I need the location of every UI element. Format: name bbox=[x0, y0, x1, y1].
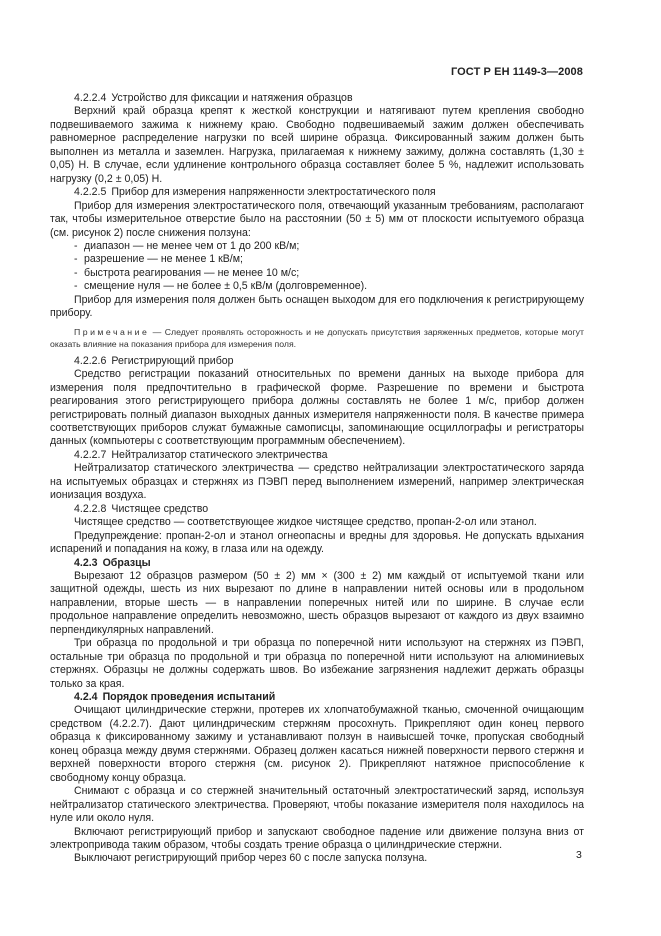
section-heading-4224 bbox=[50, 92, 584, 105]
section-heading-4228 bbox=[50, 503, 584, 516]
note bbox=[50, 326, 584, 350]
section-heading-4225 bbox=[50, 186, 584, 199]
section-title: Прибор для измерения напряженности электростатического поля bbox=[111, 186, 436, 199]
paragraph: Вырезают 12 образцов размером (50 ± 2) мм × (300 ± 2) мм каждый от испытуемой ткани или защитной одежды, шесть из них вырезают по длине в направлении нитей основы или в продольном направлении, вторые шесть — в направлении поперечных нитей или по ширине. В случае если продольное направление определить невозможно, шесть образцов вырезают от каждого из двух взаимно перпендикулярных направлений. bbox=[50, 569, 584, 636]
paragraph: Очищают цилиндрические стержни, протерев их хлопчатобумажной тканью, смоченной очищающим средством (4.2.2.7). Дают цилиндрическим стержням просохнуть. Прикрепляют один конец первого образца к фиксированному зажиму и устанавливают ползун в наивысшей точке, пропуская свободный конец образца между двумя стержнями. Образец должен касаться нижней поверхности первого стержня и верхней поверхности второго стержня (см. рисунок 2). Прикрепляют натяжное приспособление к свободному концу образца. bbox=[50, 704, 584, 784]
section-title: Чистящее средство bbox=[111, 502, 209, 515]
paragraph: Снимают с образца и со стержней значительный остаточный электростатический заряд, используя нейтрализатор статического электричества. Проверяют, чтобы показание измерителя поля находилось на нуле или около нуля. bbox=[50, 785, 584, 825]
section-number: 4.2.2.8 bbox=[74, 502, 107, 515]
section-title: Образцы bbox=[102, 556, 151, 569]
paragraph: Включают регистрирующий прибор и запускают свободное падение или движение ползуна вниз от электропривода таким образом, чтобы создать трение образца о цилиндрические стержни. bbox=[50, 825, 584, 852]
list-item: - быстрота реагирования — не менее 10 м/с; bbox=[74, 266, 300, 279]
note-label: Примечание bbox=[74, 326, 150, 337]
note-text: — Следует проявлять осторожность и не допускать присутствия заряженных предметов, которые могут оказать влияние на показания прибора для измерения поля. bbox=[50, 326, 584, 349]
page-number: 3 bbox=[576, 849, 582, 861]
document-body bbox=[50, 92, 584, 866]
standard-code-header: ГОСТ Р ЕН 1149-3—2008 bbox=[450, 66, 583, 78]
section-title: Нейтрализатор статического электричества bbox=[111, 448, 328, 461]
paragraph: Нейтрализатор статического электричества — средство нейтрализации электростатического заряда на испытуемых образцах и стержнях из ПЭВП перед выполнением измерений, например электрическая ионизация воздуха. bbox=[50, 462, 584, 502]
section-heading-4226 bbox=[50, 355, 584, 368]
paragraph: Чистящее средство — соответствующее жидкое чистящее средство, пропан-2-ол или этанол. bbox=[74, 516, 537, 529]
requirements-list bbox=[50, 240, 584, 294]
section-number: 4.2.2.4 bbox=[74, 92, 107, 104]
paragraph: Три образца по продольной и три образца по поперечной нити используют на стержнях из ПЭВП, остальные три образца по продольной и три образца по поперечной нити используют на алюминиевых стержнях. Образцы не должны содержать швов. Во избежание загрязнения надлежит держать образцы только за края. bbox=[50, 637, 584, 690]
section-title: Порядок проведения испытаний bbox=[102, 691, 276, 704]
section-number: 4.2.4 bbox=[74, 691, 98, 704]
section-number: 4.2.2.7 bbox=[74, 448, 107, 461]
section-number: 4.2.2.6 bbox=[74, 354, 107, 367]
list-item: - смещение нуля — не более ± 0,5 кВ/м (долговременное). bbox=[74, 280, 368, 293]
section-heading-424 bbox=[50, 691, 584, 704]
section-title: Устройство для фиксации и натяжения образцов bbox=[111, 92, 353, 104]
list-item: - диапазон — не менее чем от 1 до 200 кВ/м; bbox=[74, 239, 300, 252]
paragraph: Выключают регистрирующий прибор через 60 с после запуска ползуна. bbox=[74, 852, 428, 865]
section-title: Регистрирующий прибор bbox=[111, 354, 234, 367]
paragraph: Средство регистрации показаний относительных по времени данных на выходе прибора для измерения поля предпочтительно в графической форме. Разрешение по времени и быстрота реагирования этого регистрирующего прибора должны составлять не более 1 м/с, прибор должен регистрировать полный диапазон выходных данных измерителя напряженности поля. В качестве примера соответствующих приборов служат бумажные самописцы, запоминающие осциллографы и регистраторы данных (компьютеры с соответствующим программным обеспечением). bbox=[50, 368, 584, 448]
section-number: 4.2.2.5 bbox=[74, 186, 107, 199]
paragraph: Прибор для измерения поля должен быть оснащен выходом для его подключения к регистрирующему прибору. bbox=[50, 293, 584, 320]
warning-paragraph: Предупреждение: пропан-2-ол и этанол огнеопасны и вредны для здоровья. Не допускать вдыхания испарений и попадания на кожу, в глаза или на одежду. bbox=[50, 529, 584, 556]
section-heading-4227 bbox=[50, 449, 584, 462]
section-number: 4.2.3 bbox=[74, 556, 98, 569]
paragraph: Верхний край образца крепят к жесткой конструкции и натягивают путем крепления свободно подвешиваемого зажима к нижнему краю. Свободно подвешиваемый зажим должен обеспечивать равномерное распределение нагрузки по всей ширине образца. Фиксированный зажим должен быть выполнен из металла и заземлен. Нагрузка, прилагаемая к нижнему зажиму, должна составлять (1,30 ± 0,05) Н. В случае, если удлинение контрольного образца составляет более 5 %, надлежит использовать нагрузку (0,2 ± 0,05) Н. bbox=[50, 105, 584, 185]
paragraph: Прибор для измерения электростатического поля, отвечающий указанным требованиям, располагают так, чтобы измерительное отверстие было на расстоянии (50 ± 5) мм от плоскости испытуемого образца (см. рисунок 2) после снижения ползуна: bbox=[50, 199, 584, 239]
list-item: - разрешение — не менее 1 кВ/м; bbox=[74, 253, 243, 266]
section-heading-423 bbox=[50, 557, 584, 570]
